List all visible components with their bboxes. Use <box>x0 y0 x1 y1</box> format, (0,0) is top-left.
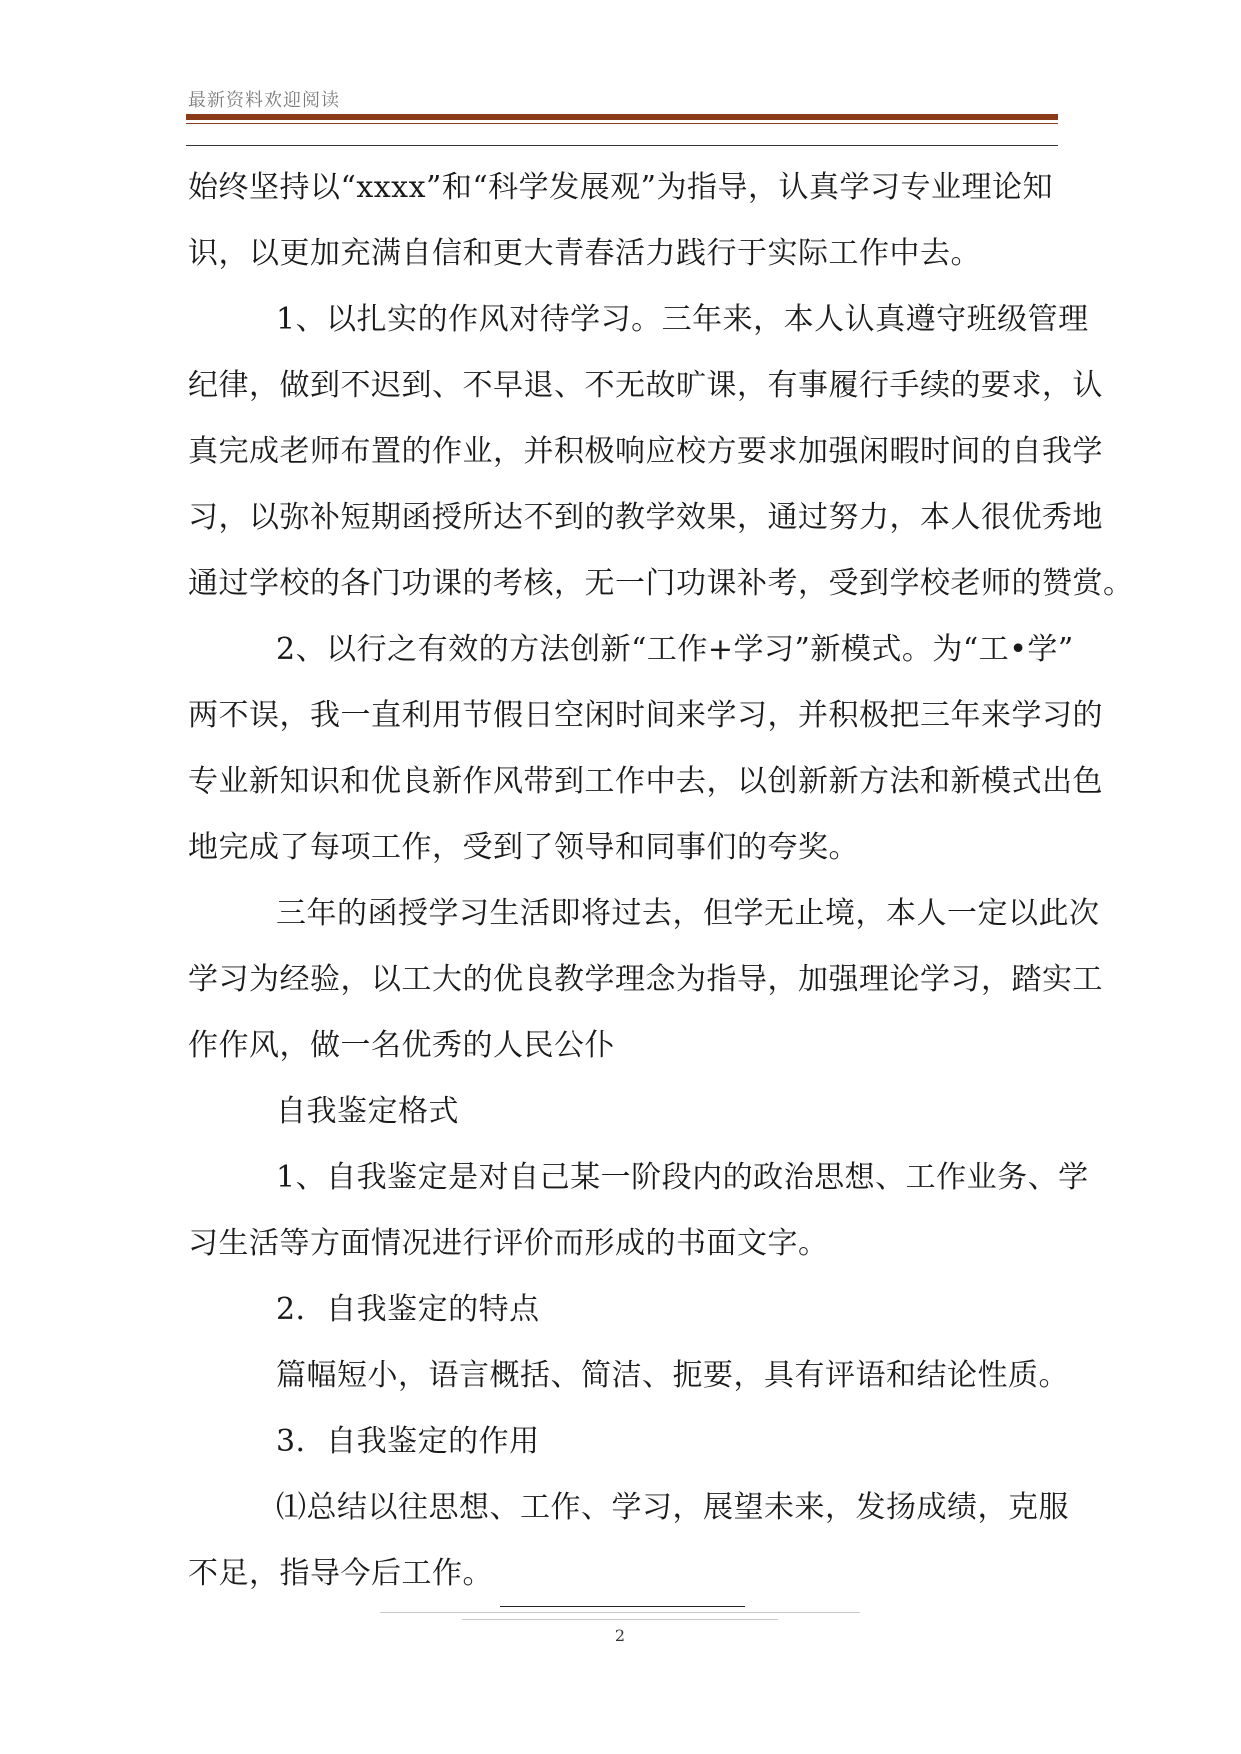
text-line: ⑴总结以往思想、工作、学习，展望未来，发扬成绩，克服 <box>276 1490 1069 1525</box>
text-line: 纪律，做到不迟到、不早退、不无故旷课，有事履行手续的要求，认 <box>188 368 1103 403</box>
text-line: 1、以扎实的作风对待学习。三年来，本人认真遵守班级管理 <box>276 302 1089 337</box>
text-line: 篇幅短小，语言概括、简洁、扼要，具有评语和结论性质。 <box>276 1358 1069 1393</box>
text-line: 两不误，我一直利用节假日空闲时间来学习，并积极把三年来学习的 <box>188 698 1103 733</box>
text-line: 3．自我鉴定的作用 <box>276 1424 540 1459</box>
text-line: 2、以行之有效的方法创新“工作+学习”新模式。为“工•学” <box>276 632 1074 667</box>
page-number: 2 <box>614 1626 626 1645</box>
text-line: 自我鉴定格式 <box>276 1094 459 1129</box>
header-rule-thick <box>186 114 1058 120</box>
text-line: 地完成了每项工作，受到了领导和同事们的夸奖。 <box>188 830 859 865</box>
text-line: 2．自我鉴定的特点 <box>276 1292 540 1327</box>
footer-rule-light <box>380 1612 860 1613</box>
footer-rule-short <box>462 1619 778 1620</box>
text-line: 习，以弥补短期函授所达不到的教学效果，通过努力，本人很优秀地 <box>188 500 1103 535</box>
text-line: 真完成老师布置的作业，并积极响应校方要求加强闲暇时间的自我学 <box>188 434 1103 469</box>
text-line: 三年的函授学习生活即将过去，但学无止境，本人一定以此次 <box>276 896 1100 931</box>
text-line: 识，以更加充满自信和更大青春活力践行于实际工作中去。 <box>188 236 981 271</box>
text-line: 1、自我鉴定是对自己某一阶段内的政治思想、工作业务、学 <box>276 1160 1089 1195</box>
text-line: 始终坚持以“xxxx”和“科学发展观”为指导，认真学习专业理论知 <box>188 170 1054 205</box>
text-line: 不足，指导今后工作。 <box>188 1556 493 1591</box>
text-line: 专业新知识和优良新作风带到工作中去，以创新新方法和新模式出色 <box>188 764 1103 799</box>
page-header-title: 最新资料欢迎阅读 <box>188 90 340 111</box>
text-line: 通过学校的各门功课的考核，无一门功课补考，受到学校老师的赞赏。 <box>188 566 1134 601</box>
header-rule-thin <box>186 123 1058 124</box>
header-rule-bottom <box>186 145 1058 146</box>
text-line: 作作风，做一名优秀的人民公仆 <box>188 1028 615 1063</box>
document-body <box>188 155 1134 1607</box>
text-line: 习生活等方面情况进行评价而形成的书面文字。 <box>188 1226 829 1261</box>
text-line: 学习为经验，以工大的优良教学理念为指导，加强理论学习，踏实工 <box>188 962 1103 997</box>
footer-rule-dark <box>500 1606 745 1607</box>
